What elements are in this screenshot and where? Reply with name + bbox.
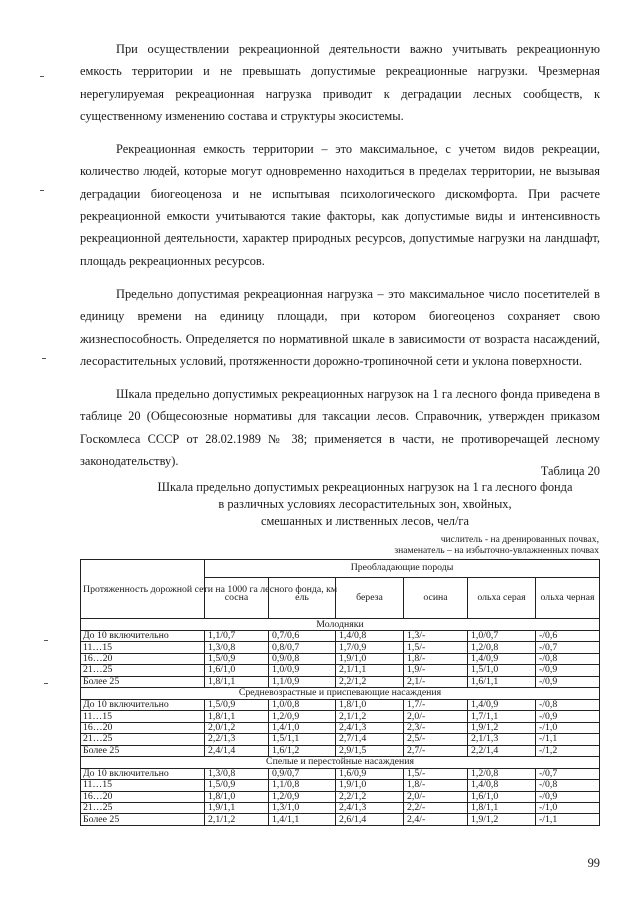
table-row xyxy=(81,699,600,710)
load-value-cell: 1,9/- xyxy=(404,665,468,676)
margin-mark xyxy=(40,190,44,191)
load-value-cell: 2,1/- xyxy=(404,676,468,687)
load-value-cell: -/1,0 xyxy=(536,803,600,814)
load-value-cell: 2,0/- xyxy=(404,791,468,802)
load-value-cell: 1,1/0,9 xyxy=(269,676,336,687)
table-row xyxy=(81,665,600,676)
load-value-cell: 2,2/- xyxy=(404,803,468,814)
table-row xyxy=(81,642,600,653)
road-density-cell: До 10 включительно xyxy=(81,699,205,710)
load-value-cell: 1,6/1,1 xyxy=(468,676,536,687)
load-value-cell: 1,4/1,1 xyxy=(269,814,336,825)
caption-line: Шкала предельно допустимых рекреационных нагрузок на 1 га лесного фонда xyxy=(157,480,573,494)
load-value-cell: 1,8/1,1 xyxy=(468,803,536,814)
paragraph: Рекреационная емкость территории – это максимальное, с учетом видов рекреации, количество людей, которые могут одновременно находиться в пределах территории, не вызывая деградации биогеоценоза и не испытывая психологического дискомфорта. При расчете рекреационной емкости учитываются такие факторы, как допустимые виды и интенсивность рекреационной деятельности, характер природных ресурсов, допустимые нагрузки на ландшафт, площадь рекреационных ресурсов. xyxy=(80,142,600,268)
load-value-cell: -/1,0 xyxy=(536,722,600,733)
load-value-cell: 1,8/1,1 xyxy=(205,711,269,722)
table-row xyxy=(81,653,600,664)
load-value-cell: 2,4/1,3 xyxy=(336,803,404,814)
load-value-cell: 2,5/- xyxy=(404,734,468,745)
load-value-cell: 1,3/0,8 xyxy=(205,768,269,779)
body-text xyxy=(80,38,600,483)
load-value-cell: 1,6/1,0 xyxy=(468,791,536,802)
load-value-cell: 1,9/1,2 xyxy=(468,814,536,825)
load-value-cell: -/1,2 xyxy=(536,745,600,756)
load-value-cell: 1,8/1,1 xyxy=(205,676,269,687)
load-value-cell: 1,0/0,7 xyxy=(468,631,536,642)
section-row xyxy=(81,619,600,631)
load-value-cell: 1,6/1,2 xyxy=(269,745,336,756)
section-title: Средневозрастные и приспевающие насаждения xyxy=(81,687,600,699)
load-value-cell: -/1,1 xyxy=(536,734,600,745)
load-value-cell: 1,8/1,0 xyxy=(205,791,269,802)
load-value-cell: 2,9/1,5 xyxy=(336,745,404,756)
load-value-cell: -/0,8 xyxy=(536,699,600,710)
table-row xyxy=(81,814,600,825)
table-caption xyxy=(150,479,580,530)
section-title: Молодняки xyxy=(81,619,600,631)
section-title: Спелые и перестойные насаждения xyxy=(81,756,600,768)
load-value-cell: 1,9/1,0 xyxy=(336,653,404,664)
road-density-cell: Более 25 xyxy=(81,745,205,756)
load-value-cell: 2,2/1,3 xyxy=(205,734,269,745)
load-value-cell: 1,7/- xyxy=(404,699,468,710)
load-value-cell: 1,4/0,9 xyxy=(468,699,536,710)
load-value-cell: 2,2/1,2 xyxy=(336,791,404,802)
load-value-cell: 1,1/0,7 xyxy=(205,631,269,642)
load-value-cell: 1,4/0,8 xyxy=(336,631,404,642)
load-value-cell: 2,7/- xyxy=(404,745,468,756)
load-value-cell: 1,5/0,9 xyxy=(205,780,269,791)
load-value-cell: 1,6/1,0 xyxy=(205,665,269,676)
table-row xyxy=(81,711,600,722)
load-value-cell: 2,1/1,2 xyxy=(205,814,269,825)
load-value-cell: 1,4/0,8 xyxy=(468,780,536,791)
load-value-cell: 1,2/0,8 xyxy=(468,642,536,653)
load-value-cell: 1,8/1,0 xyxy=(336,699,404,710)
load-value-cell: 1,3/0,8 xyxy=(205,642,269,653)
load-value-cell: -/0,8 xyxy=(536,653,600,664)
load-value-cell: 1,9/1,2 xyxy=(468,722,536,733)
column-header: ольха серая xyxy=(468,577,536,618)
load-value-cell: -/0,7 xyxy=(536,642,600,653)
load-value-cell: 1,2/0,8 xyxy=(468,768,536,779)
section-row xyxy=(81,687,600,699)
load-value-cell: 1,0/0,9 xyxy=(269,665,336,676)
load-value-cell: 2,1/1,3 xyxy=(468,734,536,745)
load-value-cell: -/1,1 xyxy=(536,814,600,825)
load-value-cell: 1,5/0,9 xyxy=(205,699,269,710)
paragraph: При осуществлении рекреационной деятельности важно учитывать рекреационную емкость территории и не превышать допустимые рекреационные нагрузки. Чрезмерная нерегулируемая рекреационная нагрузка приводит к деградации лесных сообществ, к существенному изменению состава и структуры экосистемы. xyxy=(80,42,600,123)
road-density-cell: Более 25 xyxy=(81,814,205,825)
load-value-cell: 2,1/1,1 xyxy=(336,665,404,676)
table-row xyxy=(81,631,600,642)
page-number: 99 xyxy=(587,856,600,870)
road-density-cell: Более 25 xyxy=(81,676,205,687)
load-value-cell: 1,7/1,1 xyxy=(468,711,536,722)
load-value-cell: -/0,9 xyxy=(536,676,600,687)
table-row xyxy=(81,803,600,814)
column-header: ольха черная xyxy=(536,577,600,618)
road-density-cell: 21…25 xyxy=(81,803,205,814)
load-value-cell: 2,4/1,4 xyxy=(205,745,269,756)
table-row xyxy=(81,676,600,687)
load-value-cell: 2,0/- xyxy=(404,711,468,722)
road-density-cell: До 10 включительно xyxy=(81,631,205,642)
load-value-cell: 1,5/- xyxy=(404,768,468,779)
load-value-cell: 2,3/- xyxy=(404,722,468,733)
margin-mark xyxy=(42,358,46,359)
load-value-cell: 2,6/1,4 xyxy=(336,814,404,825)
table-body xyxy=(81,619,600,826)
caption-line: смешанных и лиственных лесов, чел/га xyxy=(260,514,470,528)
load-value-cell: 1,9/1,0 xyxy=(336,780,404,791)
load-value-cell: 2,4/- xyxy=(404,814,468,825)
load-value-cell: -/0,7 xyxy=(536,768,600,779)
section-row xyxy=(81,756,600,768)
load-value-cell: 1,6/0,9 xyxy=(336,768,404,779)
load-value-cell: 2,0/1,2 xyxy=(205,722,269,733)
table-row xyxy=(81,722,600,733)
table-notes xyxy=(394,534,599,556)
note-denominator: знаменатель – на избыточно-увлажненных почвах xyxy=(394,545,599,556)
load-value-cell: -/0,9 xyxy=(536,665,600,676)
load-value-cell: 1,8/- xyxy=(404,653,468,664)
margin-mark xyxy=(44,640,48,641)
load-value-cell: 1,3/1,0 xyxy=(269,803,336,814)
load-value-cell: 1,1/0,8 xyxy=(269,780,336,791)
load-value-cell: 2,2/1,4 xyxy=(468,745,536,756)
load-value-cell: 1,0/0,8 xyxy=(269,699,336,710)
load-value-cell: 1,5/1,1 xyxy=(269,734,336,745)
header-road-network: Протяженность дорожной сети на 1000 га лесного фонда, км xyxy=(81,560,205,619)
load-value-cell: 1,4/0,9 xyxy=(468,653,536,664)
table-row xyxy=(81,734,600,745)
column-header: осина xyxy=(404,577,468,618)
margin-mark xyxy=(44,683,48,684)
load-value-cell: 1,9/1,1 xyxy=(205,803,269,814)
load-value-cell: 1,4/1,0 xyxy=(269,722,336,733)
road-density-cell: 21…25 xyxy=(81,665,205,676)
road-density-cell: До 10 включительно xyxy=(81,768,205,779)
load-value-cell: 1,2/0,9 xyxy=(269,791,336,802)
load-value-cell: 1,5/1,0 xyxy=(468,665,536,676)
header-species: Преобладающие породы xyxy=(205,560,600,578)
load-value-cell: 0,9/0,7 xyxy=(269,768,336,779)
load-value-cell: -/0,8 xyxy=(536,780,600,791)
load-value-cell: 1,7/0,9 xyxy=(336,642,404,653)
load-value-cell: -/0,9 xyxy=(536,711,600,722)
load-value-cell: 1,5/- xyxy=(404,642,468,653)
table-label: Таблица 20 xyxy=(540,464,600,478)
load-value-cell: 1,3/- xyxy=(404,631,468,642)
road-density-cell: 16…20 xyxy=(81,653,205,664)
road-density-cell: 11…15 xyxy=(81,711,205,722)
margin-mark xyxy=(40,76,44,77)
load-value-cell: 0,7/0,6 xyxy=(269,631,336,642)
road-density-cell: 16…20 xyxy=(81,791,205,802)
table-row xyxy=(81,768,600,779)
paragraph: Предельно допустимая рекреационная нагрузка – это максимальное число посетителей в единицу времени на единицу площади, при котором биогеоценоз сохраняет свою жизнеспособность. Определяется по нормативной шкале в зависимости от возраста насаждений, лесорастительных условий, протяженности дорожно-тропиночной сети и уклона поверхности. xyxy=(80,286,600,368)
load-value-cell: 2,4/1,3 xyxy=(336,722,404,733)
note-numerator: числитель - на дренированных почвах, xyxy=(440,534,599,545)
road-density-cell: 16…20 xyxy=(81,722,205,733)
load-value-cell: -/0,9 xyxy=(536,791,600,802)
column-header: ель xyxy=(269,577,336,618)
recreation-load-table xyxy=(80,559,600,826)
load-value-cell: -/0,6 xyxy=(536,631,600,642)
road-density-cell: 11…15 xyxy=(81,780,205,791)
paragraph: Шкала предельно допустимых рекреационных нагрузок на 1 га лесного фонда приведена в таблице 20 (Общесоюзные нормативы для таксации лесов. Справочник, утвержден приказом Госкомлеса СССР от 28.02.1989 № 38; применяется в части, не противоречащей лесному законодательству). xyxy=(80,387,600,469)
table-row xyxy=(81,745,600,756)
load-value-cell: 1,5/0,9 xyxy=(205,653,269,664)
load-value-cell: 2,2/1,2 xyxy=(336,676,404,687)
load-value-cell: 1,2/0,9 xyxy=(269,711,336,722)
caption-line: в различных условиях лесорастительных зон, хвойных, xyxy=(218,497,512,511)
road-density-cell: 11…15 xyxy=(81,642,205,653)
load-value-cell: 0,8/0,7 xyxy=(269,642,336,653)
road-density-cell: 21…25 xyxy=(81,734,205,745)
load-value-cell: 2,1/1,2 xyxy=(336,711,404,722)
column-header: береза xyxy=(336,577,404,618)
table-row xyxy=(81,780,600,791)
load-value-cell: 2,7/1,4 xyxy=(336,734,404,745)
load-value-cell: 0,9/0,8 xyxy=(269,653,336,664)
load-value-cell: 1,8/- xyxy=(404,780,468,791)
table-row xyxy=(81,791,600,802)
column-header: сосна xyxy=(205,577,269,618)
